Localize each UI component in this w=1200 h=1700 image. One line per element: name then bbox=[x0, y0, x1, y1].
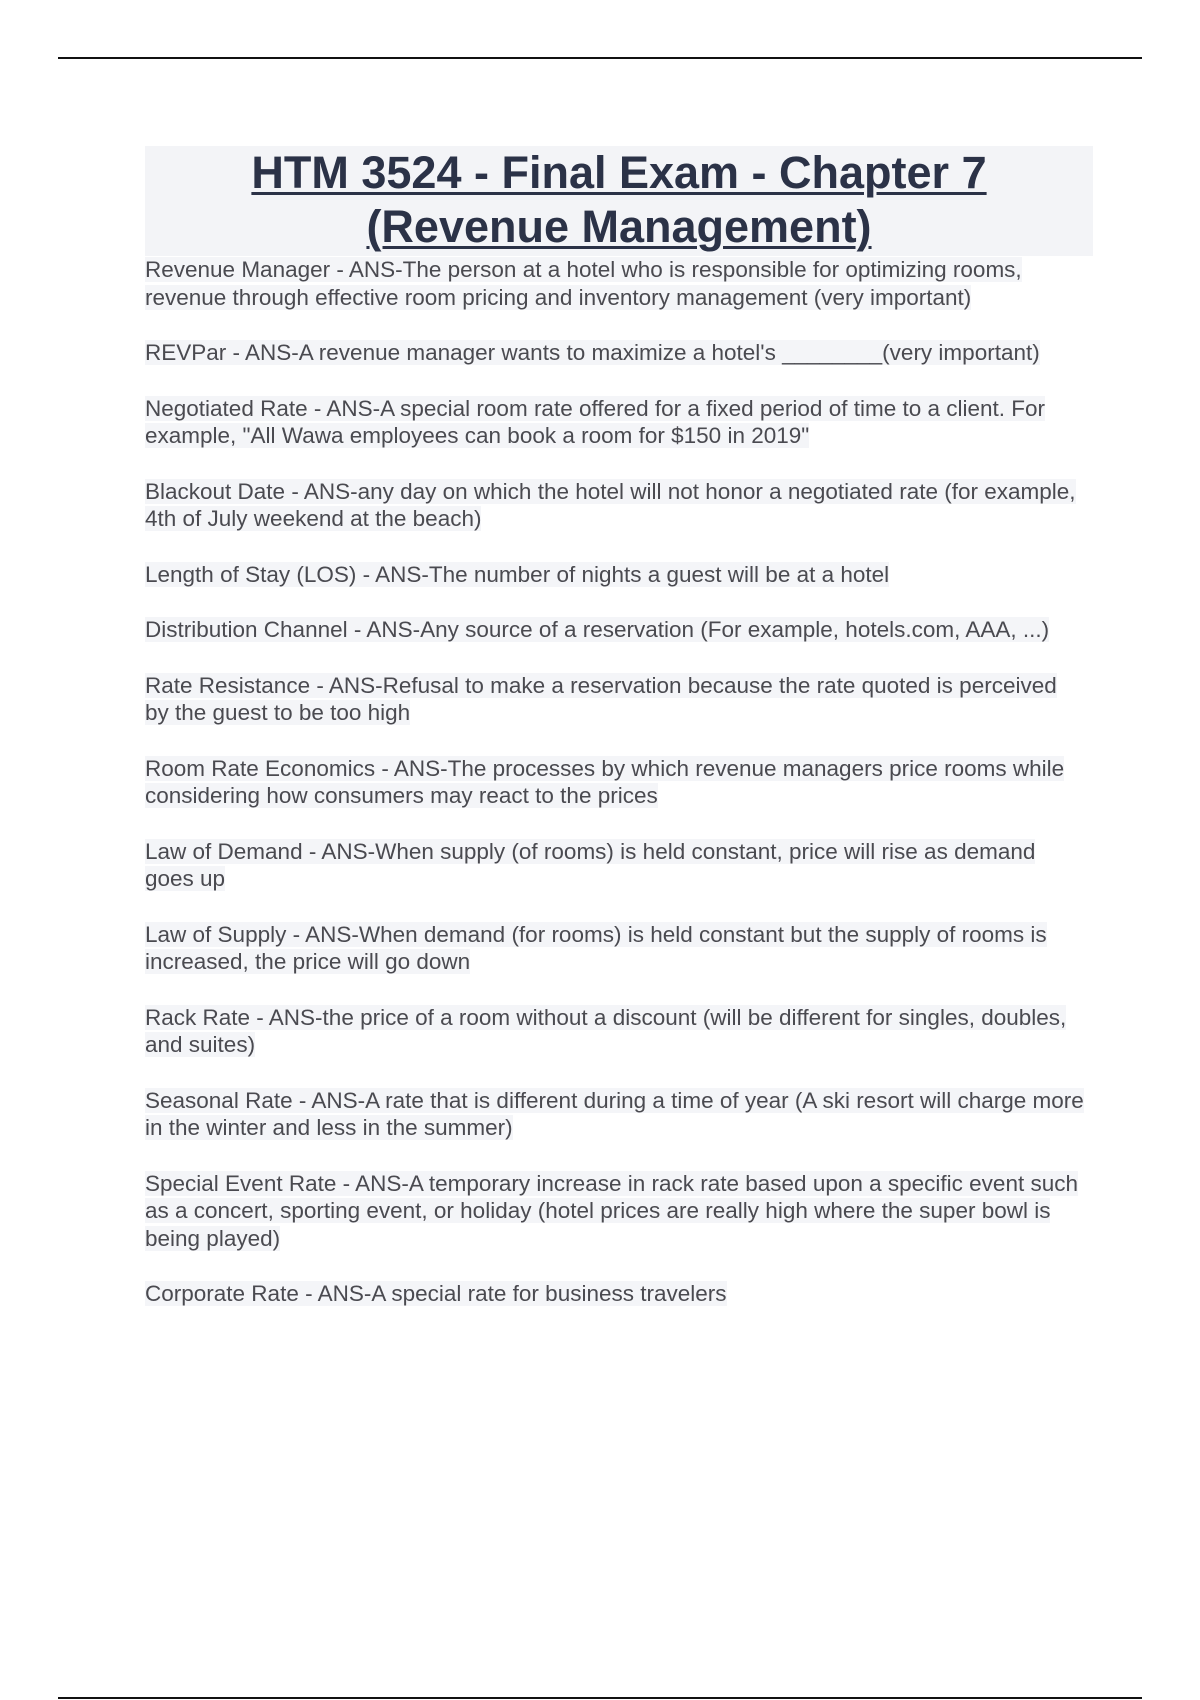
entry-text: Law of Supply - ANS-When demand (for rooms) is held constant but the supply of rooms is increased, the price will go down bbox=[145, 921, 1047, 974]
glossary-entry bbox=[145, 1280, 1085, 1308]
glossary-entry bbox=[145, 672, 1085, 727]
glossary-entry bbox=[145, 921, 1085, 976]
entry-text: Negotiated Rate - ANS-A special room rate offered for a fixed period of time to a client. For example, "All Wawa employees can book a room for $150 in 2019" bbox=[145, 395, 1046, 448]
document-title: HTM 3524 - Final Exam - Chapter 7 (Revenue Management) bbox=[251, 147, 987, 252]
entry-text: Corporate Rate - ANS-A special rate for business travelers bbox=[145, 1281, 727, 1306]
entry-text: Law of Demand - ANS-When supply (of rooms) is held constant, price will rise as demand goes up bbox=[145, 838, 1036, 891]
entry-text: Blackout Date - ANS-any day on which the hotel will not honor a negotiated rate (for example, 4th of July weekend at the beach) bbox=[145, 478, 1076, 531]
glossary-entry bbox=[145, 339, 1085, 367]
entry-text: Room Rate Economics - ANS-The processes by which revenue managers price rooms while considering how consumers may react to the prices bbox=[145, 755, 1065, 808]
glossary-list bbox=[145, 256, 1095, 1308]
glossary-entry bbox=[145, 755, 1085, 810]
bottom-divider bbox=[58, 1697, 1142, 1699]
glossary-entry bbox=[145, 616, 1085, 644]
entry-text: Length of Stay (LOS) - ANS-The number of nights a guest will be at a hotel bbox=[145, 561, 890, 587]
glossary-entry bbox=[145, 1170, 1085, 1253]
entry-text: REVPar - ANS-A revenue manager wants to maximize a hotel's ________(very important) bbox=[145, 340, 1040, 365]
glossary-entry bbox=[145, 478, 1085, 533]
glossary-entry bbox=[145, 395, 1085, 450]
entry-text: Distribution Channel - ANS-Any source of a reservation (For example, hotels.com, AAA, ...) bbox=[145, 617, 1050, 642]
entry-text: Special Event Rate - ANS-A temporary increase in rack rate based upon a specific event such as a concert, sporting event, or holiday (hotel prices are really high where the super bowl is being played) bbox=[145, 1170, 1078, 1251]
glossary-entry bbox=[145, 1004, 1085, 1059]
glossary-entry bbox=[145, 838, 1085, 893]
glossary-entry bbox=[145, 256, 1085, 311]
entry-text: Rack Rate - ANS-the price of a room without a discount (will be different for singles, doubles, and suites) bbox=[145, 1004, 1067, 1057]
document-body bbox=[145, 146, 1095, 1336]
title-block bbox=[145, 146, 1093, 256]
entry-text: Revenue Manager - ANS-The person at a hotel who is responsible for optimizing rooms, revenue through effective room pricing and inventory management (very important) bbox=[145, 257, 1022, 310]
entry-text: Seasonal Rate - ANS-A rate that is different during a time of year (A ski resort will charge more in the winter and less in the summer) bbox=[145, 1087, 1084, 1140]
glossary-entry bbox=[145, 561, 1085, 589]
glossary-entry bbox=[145, 1087, 1085, 1142]
top-divider bbox=[58, 57, 1142, 59]
entry-text: Rate Resistance - ANS-Refusal to make a reservation because the rate quoted is perceived by the guest to be too high bbox=[145, 672, 1057, 725]
